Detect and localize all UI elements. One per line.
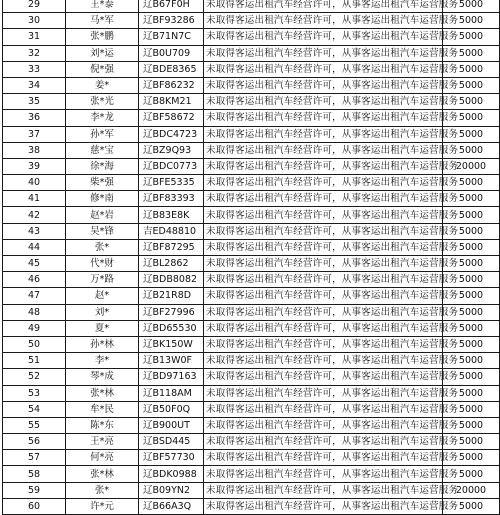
fine-amount-cell: 20000 xyxy=(443,158,500,174)
table-row xyxy=(3,304,500,320)
name-cell: 牟*民 xyxy=(66,401,139,417)
fine-amount-cell: 5000 xyxy=(443,126,500,142)
plate-number-cell: 辽B21R8D xyxy=(139,288,204,304)
name-cell: 孙*军 xyxy=(66,126,139,142)
name-cell: 张*林 xyxy=(66,466,139,482)
fine-amount-cell: 5000 xyxy=(443,142,500,158)
name-cell: 姜* xyxy=(66,77,139,93)
violation-reason-cell: 未取得客运出租汽车经营许可，从事客运出租汽车运营服务 xyxy=(204,110,443,126)
fine-amount-cell: 5000 xyxy=(443,61,500,77)
violation-reason-cell: 未取得客运出租汽车经营许可，从事客运出租汽车运营服务 xyxy=(204,77,443,93)
name-cell: 夏* xyxy=(66,320,139,336)
fine-amount-cell: 5000 xyxy=(443,288,500,304)
fine-amount-cell: 5000 xyxy=(443,320,500,336)
plate-number-cell: 辽BFE5335 xyxy=(139,175,204,191)
violation-reason-cell: 未取得客运出租汽车经营许可，从事客运出租汽车运营服务 xyxy=(204,401,443,417)
violation-reason-cell: 未取得客运出租汽车经营许可，从事客运出租汽车运营服务 xyxy=(204,207,443,223)
table-row xyxy=(3,29,500,45)
table-row xyxy=(3,77,500,93)
fine-amount-cell: 5000 xyxy=(443,498,500,514)
row-number-cell: 40 xyxy=(3,175,66,191)
name-cell: 王*亮 xyxy=(66,434,139,450)
fine-amount-cell: 5000 xyxy=(443,191,500,207)
row-number-cell: 43 xyxy=(3,223,66,239)
plate-number-cell: 辽B900UT xyxy=(139,417,204,433)
table-row xyxy=(3,385,500,401)
plate-number-cell: 辽B66A3Q xyxy=(139,498,204,514)
name-cell: 倪*强 xyxy=(66,61,139,77)
name-cell: 张*鹏 xyxy=(66,29,139,45)
row-number-cell: 36 xyxy=(3,110,66,126)
row-number-cell: 38 xyxy=(3,142,66,158)
table-row xyxy=(3,61,500,77)
violation-reason-cell: 未取得客运出租汽车经营许可，从事客运出租汽车运营服务 xyxy=(204,239,443,255)
fine-amount-cell: 5000 xyxy=(443,29,500,45)
row-number-cell: 33 xyxy=(3,61,66,77)
plate-number-cell: 辽BDE8365 xyxy=(139,61,204,77)
row-number-cell: 57 xyxy=(3,450,66,466)
row-number-cell: 54 xyxy=(3,401,66,417)
row-number-cell: 29 xyxy=(3,0,66,13)
plate-number-cell: 辽BL2862 xyxy=(139,256,204,272)
row-number-cell: 45 xyxy=(3,256,66,272)
violation-reason-cell: 未取得客运出租汽车经营许可，从事客运出租汽车运营服务 xyxy=(204,434,443,450)
fine-amount-cell: 5000 xyxy=(443,110,500,126)
violation-reason-cell: 未取得客运出租汽车经营许可，从事客运出租汽车运营服务 xyxy=(204,61,443,77)
name-cell: 马*军 xyxy=(66,13,139,29)
table-row xyxy=(3,498,500,514)
row-number-cell: 51 xyxy=(3,353,66,369)
fine-amount-cell: 5000 xyxy=(443,369,500,385)
name-cell: 代*财 xyxy=(66,256,139,272)
table-row xyxy=(3,256,500,272)
violation-reason-cell: 未取得客运出租汽车经营许可，从事客运出租汽车运营服务 xyxy=(204,126,443,142)
row-number-cell: 59 xyxy=(3,482,66,498)
plate-number-cell: 辽B13W0F xyxy=(139,353,204,369)
row-number-cell: 48 xyxy=(3,304,66,320)
name-cell: 万*路 xyxy=(66,272,139,288)
violation-reason-cell: 未取得客运出租汽车经营许可，从事客运出租汽车运营服务 xyxy=(204,369,443,385)
plate-number-cell: 辽B71N7C xyxy=(139,29,204,45)
table-row xyxy=(3,158,500,174)
fine-amount-cell: 5000 xyxy=(443,466,500,482)
penalty-table xyxy=(2,0,500,515)
name-cell: 王*泰 xyxy=(66,0,139,13)
name-cell: 刘*运 xyxy=(66,45,139,61)
fine-amount-cell: 5000 xyxy=(443,0,500,13)
plate-number-cell: 辽BD97163 xyxy=(139,369,204,385)
name-cell: 刘* xyxy=(66,304,139,320)
row-number-cell: 30 xyxy=(3,13,66,29)
table-row xyxy=(3,13,500,29)
violation-reason-cell: 未取得客运出租汽车经营许可，从事客运出租汽车运营服务 xyxy=(204,450,443,466)
row-number-cell: 31 xyxy=(3,29,66,45)
row-number-cell: 42 xyxy=(3,207,66,223)
table-row xyxy=(3,434,500,450)
fine-amount-cell: 5000 xyxy=(443,13,500,29)
row-number-cell: 49 xyxy=(3,320,66,336)
name-cell: 赵*岩 xyxy=(66,207,139,223)
row-number-cell: 34 xyxy=(3,77,66,93)
row-number-cell: 44 xyxy=(3,239,66,255)
table-row xyxy=(3,353,500,369)
name-cell: 许*元 xyxy=(66,498,139,514)
row-number-cell: 56 xyxy=(3,434,66,450)
fine-amount-cell: 5000 xyxy=(443,45,500,61)
violation-reason-cell: 未取得客运出租汽车经营许可，从事客运出租汽车运营服务 xyxy=(204,482,443,498)
name-cell: 张*光 xyxy=(66,94,139,110)
table-row xyxy=(3,320,500,336)
name-cell: 孙*林 xyxy=(66,336,139,352)
fine-amount-cell: 5000 xyxy=(443,94,500,110)
table-row xyxy=(3,272,500,288)
row-number-cell: 37 xyxy=(3,126,66,142)
row-number-cell: 47 xyxy=(3,288,66,304)
fine-amount-cell: 5000 xyxy=(443,434,500,450)
violation-reason-cell: 未取得客运出租汽车经营许可，从事客运出租汽车运营服务 xyxy=(204,272,443,288)
fine-amount-cell: 5000 xyxy=(443,353,500,369)
row-number-cell: 53 xyxy=(3,385,66,401)
table-row xyxy=(3,336,500,352)
fine-amount-cell: 5000 xyxy=(443,223,500,239)
plate-number-cell: 辽BD65530 xyxy=(139,320,204,336)
table-row xyxy=(3,207,500,223)
plate-number-cell: 辽B50F0Q xyxy=(139,401,204,417)
name-cell: 徐*海 xyxy=(66,158,139,174)
fine-amount-cell: 5000 xyxy=(443,77,500,93)
name-cell: 李*龙 xyxy=(66,110,139,126)
violation-reason-cell: 未取得客运出租汽车经营许可，从事客运出租汽车运营服务 xyxy=(204,13,443,29)
fine-amount-cell: 5000 xyxy=(443,239,500,255)
violation-reason-cell: 未取得客运出租汽车经营许可，从事客运出租汽车运营服务 xyxy=(204,498,443,514)
row-number-cell: 52 xyxy=(3,369,66,385)
fine-amount-cell: 5000 xyxy=(443,207,500,223)
violation-reason-cell: 未取得客运出租汽车经营许可，从事客运出租汽车运营服务 xyxy=(204,385,443,401)
table-row xyxy=(3,175,500,191)
fine-amount-cell: 5000 xyxy=(443,417,500,433)
plate-number-cell: 辽BDC4723 xyxy=(139,126,204,142)
row-number-cell: 41 xyxy=(3,191,66,207)
plate-number-cell: 吉ED48810 xyxy=(139,223,204,239)
table-row xyxy=(3,94,500,110)
row-number-cell: 60 xyxy=(3,498,66,514)
violation-reason-cell: 未取得客运出租汽车经营许可，从事客运出租汽车运营服务 xyxy=(204,466,443,482)
plate-number-cell: 辽BDC0773 xyxy=(139,158,204,174)
name-cell: 张* xyxy=(66,482,139,498)
name-cell: 慈*宝 xyxy=(66,142,139,158)
table-row xyxy=(3,369,500,385)
violation-reason-cell: 未取得客运出租汽车经营许可，从事客运出租汽车运营服务 xyxy=(204,45,443,61)
violation-reason-cell: 未取得客运出租汽车经营许可，从事客运出租汽车运营服务 xyxy=(204,353,443,369)
violation-reason-cell: 未取得客运出租汽车经营许可，从事客运出租汽车运营服务 xyxy=(204,223,443,239)
plate-number-cell: 辽BF86232 xyxy=(139,77,204,93)
row-number-cell: 46 xyxy=(3,272,66,288)
table-row xyxy=(3,0,500,13)
name-cell: 张* xyxy=(66,239,139,255)
fine-amount-cell: 5000 xyxy=(443,304,500,320)
fine-amount-cell: 5000 xyxy=(443,175,500,191)
plate-number-cell: 辽BF87295 xyxy=(139,239,204,255)
table-row xyxy=(3,288,500,304)
fine-amount-cell: 5000 xyxy=(443,272,500,288)
table-row xyxy=(3,482,500,498)
fine-amount-cell: 5000 xyxy=(443,256,500,272)
row-number-cell: 50 xyxy=(3,336,66,352)
table-row xyxy=(3,110,500,126)
plate-number-cell: 辽BF83393 xyxy=(139,191,204,207)
plate-number-cell: 辽B09YN2 xyxy=(139,482,204,498)
row-number-cell: 58 xyxy=(3,466,66,482)
plate-number-cell: 辽B83E8K xyxy=(139,207,204,223)
violation-reason-cell: 未取得客运出租汽车经营许可，从事客运出租汽车运营服务 xyxy=(204,191,443,207)
fine-amount-cell: 5000 xyxy=(443,401,500,417)
table-row xyxy=(3,239,500,255)
row-number-cell: 55 xyxy=(3,417,66,433)
plate-number-cell: 辽BF58672 xyxy=(139,110,204,126)
name-cell: 修*南 xyxy=(66,191,139,207)
plate-number-cell: 辽BK150W xyxy=(139,336,204,352)
plate-number-cell: 辽BDK0988 xyxy=(139,466,204,482)
name-cell: 何*亮 xyxy=(66,450,139,466)
table-row xyxy=(3,142,500,158)
plate-number-cell: 辽BDB8082 xyxy=(139,272,204,288)
violation-reason-cell: 未取得客运出租汽车经营许可，从事客运出租汽车运营服务 xyxy=(204,158,443,174)
violation-reason-cell: 未取得客运出租汽车经营许可，从事客运出租汽车运营服务 xyxy=(204,288,443,304)
plate-number-cell: 辽B118AM xyxy=(139,385,204,401)
row-number-cell: 39 xyxy=(3,158,66,174)
table-row xyxy=(3,45,500,61)
table-row xyxy=(3,223,500,239)
row-number-cell: 32 xyxy=(3,45,66,61)
table-body xyxy=(3,0,500,515)
violation-reason-cell: 未取得客运出租汽车经营许可，从事客运出租汽车运营服务 xyxy=(204,175,443,191)
plate-number-cell: 辽BF93286 xyxy=(139,13,204,29)
fine-amount-cell: 5000 xyxy=(443,450,500,466)
plate-number-cell: 辽B0U709 xyxy=(139,45,204,61)
violation-reason-cell: 未取得客运出租汽车经营许可，从事客运出租汽车运营服务 xyxy=(204,256,443,272)
violation-reason-cell: 未取得客运出租汽车经营许可，从事客运出租汽车运营服务 xyxy=(204,142,443,158)
table-row xyxy=(3,126,500,142)
plate-number-cell: 辽BZ9Q93 xyxy=(139,142,204,158)
plate-number-cell: 辽BF27996 xyxy=(139,304,204,320)
name-cell: 陈*东 xyxy=(66,417,139,433)
table-row xyxy=(3,466,500,482)
name-cell: 琴*成 xyxy=(66,369,139,385)
name-cell: 李* xyxy=(66,353,139,369)
fine-amount-cell: 5000 xyxy=(443,336,500,352)
violation-reason-cell: 未取得客运出租汽车经营许可，从事客运出租汽车运营服务 xyxy=(204,336,443,352)
plate-number-cell: 辽BF57730 xyxy=(139,450,204,466)
table-row xyxy=(3,450,500,466)
violation-reason-cell: 未取得客运出租汽车经营许可，从事客运出租汽车运营服务 xyxy=(204,304,443,320)
name-cell: 吴*锋 xyxy=(66,223,139,239)
row-number-cell: 35 xyxy=(3,94,66,110)
fine-amount-cell: 20000 xyxy=(443,482,500,498)
table-row xyxy=(3,191,500,207)
violation-reason-cell: 未取得客运出租汽车经营许可，从事客运出租汽车运营服务 xyxy=(204,94,443,110)
violation-reason-cell: 未取得客运出租汽车经营许可，从事客运出租汽车运营服务 xyxy=(204,0,443,13)
violation-reason-cell: 未取得客运出租汽车经营许可，从事客运出租汽车运营服务 xyxy=(204,320,443,336)
fine-amount-cell: 5000 xyxy=(443,385,500,401)
violation-reason-cell: 未取得客运出租汽车经营许可，从事客运出租汽车运营服务 xyxy=(204,417,443,433)
violation-reason-cell: 未取得客运出租汽车经营许可，从事客运出租汽车运营服务 xyxy=(204,29,443,45)
name-cell: 柴*强 xyxy=(66,175,139,191)
table-row xyxy=(3,401,500,417)
table-row xyxy=(3,417,500,433)
plate-number-cell: 辽BSD445 xyxy=(139,434,204,450)
plate-number-cell: 辽B8KM21 xyxy=(139,94,204,110)
name-cell: 张*林 xyxy=(66,385,139,401)
plate-number-cell: 辽B67F0H xyxy=(139,0,204,13)
name-cell: 赵* xyxy=(66,288,139,304)
